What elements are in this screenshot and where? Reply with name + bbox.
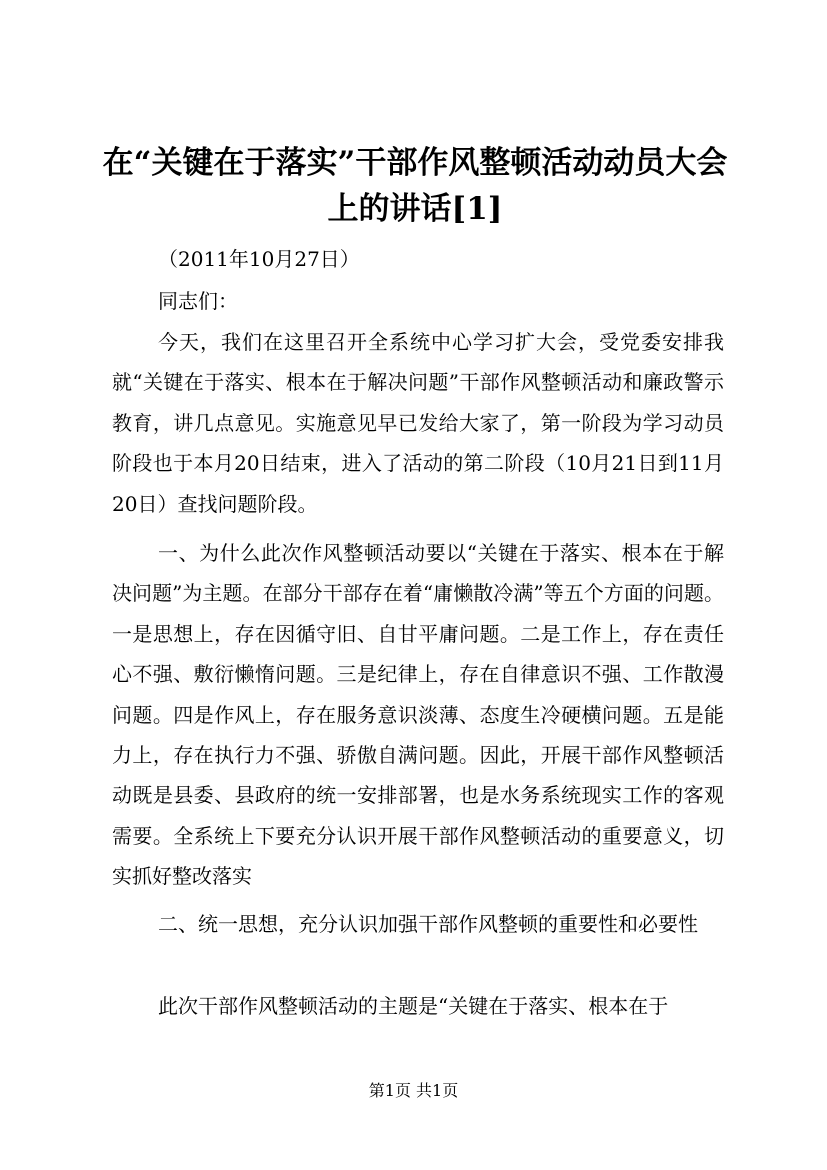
document-title: 在“关键在于落实”干部作风整顿活动动员大会上的讲话[1] [102,145,728,227]
speech-date: （2011年10月27日） [158,247,360,271]
paragraph-theme: 此次干部作风整顿活动的主题是“关键在于落实、根本在于 [158,994,669,1018]
paragraph-section-two-heading: 二、统一思想，充分认识加强干部作风整顿的重要性和必要性 [158,912,698,936]
greeting: 同志们： [158,289,238,313]
page-footer: 第1页 共1页 [368,1081,459,1100]
paragraph-section-one: 一、为什么此次作风整顿活动要以“关键在于落实、根本在于解决问题”为主题。在部分干部存在着“庸懒散冷满”等五个方面的问题。一是思想上，存在因循守旧、自甘平庸问题。二是工作上，存在责任心不强、敷衍懒惰问题。三是纪律上，存在自律意识不强、工作散漫问题。四是作风上，存在服务意识淡薄、态度生冷硬横问题。五是能力上，存在执行力不强、骄傲自满问题。因此，开展干部作风整顿活动既是县委、县政府的统一安排部署，也是水务系统现实工作的客观需要。全系统上下要充分认识开展干部作风整顿活动的重要意义，切实抓好整改落实 [112,541,724,889]
paragraph-intro: 今天，我们在这里召开全系统中心学习扩大会，受党委安排我就“关键在于落实、根本在于解决问题”干部作风整顿活动和廉政警示教育，讲几点意见。实施意见早已发给大家了，第一阶段为学习动员阶段也于本月20日结束，进入了活动的第二阶段（10月21日到11月20日）查找问题阶段。 [112,330,724,516]
